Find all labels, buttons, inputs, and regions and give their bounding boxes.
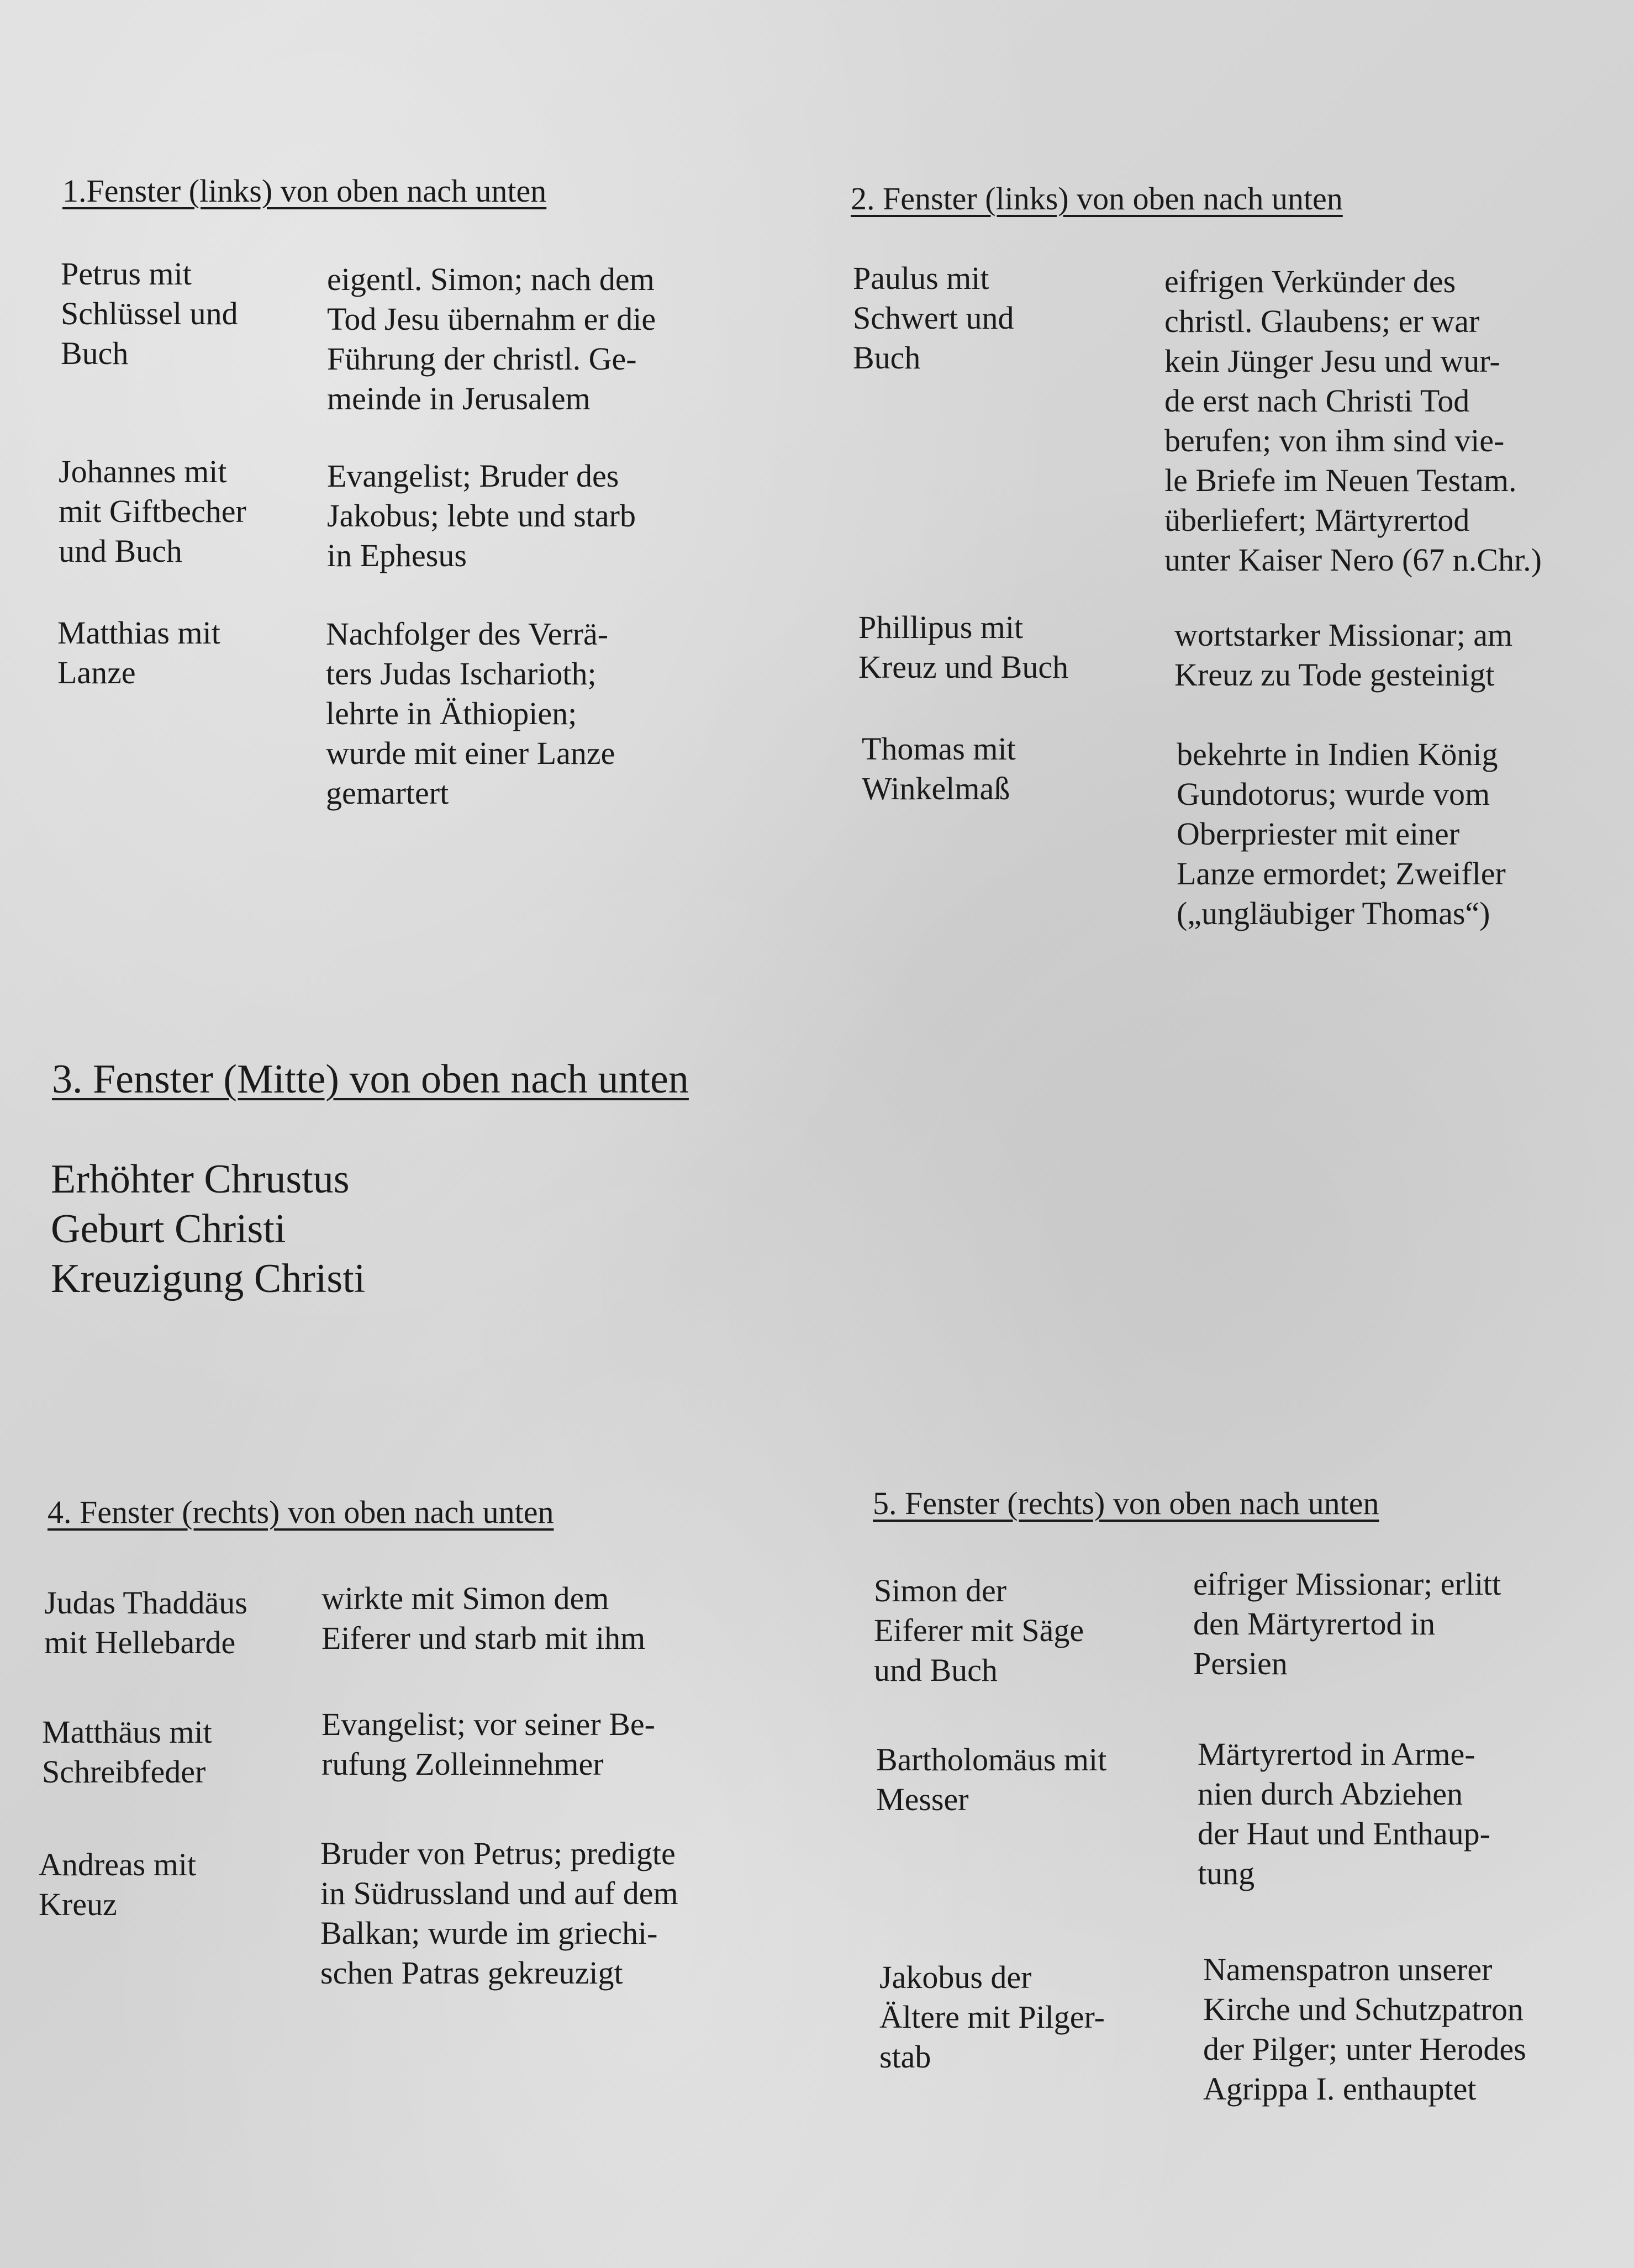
saint-name-johannes: Johannes mit mit Giftbecher und Buch <box>59 453 246 569</box>
saint-desc-johannes: Evangelist; Bruder des Jakobus; lebte und starb in Ephesus <box>327 458 636 573</box>
heading-window-4: 4. Fenster (rechts) von oben nach unten <box>48 1494 554 1530</box>
saint-desc-matthias: Nachfolger des Verrä- ters Judas Ischarioth; lehrte in Äthiopien; wurde mit einer Lanze gemartert <box>326 616 615 811</box>
saint-desc-jakobus: Namenspatron unserer Kirche und Schutzpatron der Pilger; unter Herodes Agrippa I. enthauptet <box>1203 1951 1526 2107</box>
saint-name-bartholomaeus: Bartholomäus mit Messer <box>876 1742 1107 1817</box>
saint-desc-thomas: bekehrte in Indien König Gundotorus; wurde vom Oberpriester mit einer Lanze ermordet; Zweifler („ungläubiger Thomas“) <box>1177 736 1506 931</box>
saint-desc-paulus: eifrigen Verkünder des christl. Glaubens; er war kein Jünger Jesu und wur- de erst nach Christi Tod berufen; von ihm sind vie- le Briefe im Neuen Testam. überliefert; Märtyrertod unter Kaiser Nero (67 n.Chr.) <box>1164 263 1542 578</box>
saint-name-petrus: Petrus mit Schlüssel und Buch <box>61 256 238 371</box>
saint-name-jakobus: Jakobus der Ältere mit Pilger- stab <box>879 1959 1105 2075</box>
saint-name-thomas: Thomas mit Winkelmaß <box>862 731 1016 806</box>
saint-desc-petrus: eigentl. Simon; nach dem Tod Jesu übernahm er die Führung der christl. Ge- meinde in Jerusalem <box>327 261 656 416</box>
saint-name-judas-thaddaeus: Judas Thaddäus mit Hellebarde <box>44 1585 247 1660</box>
heading-window-1: 1.Fenster (links) von oben nach unten <box>62 173 547 209</box>
saint-desc-judas-thaddaeus: wirkte mit Simon dem Eiferer und starb mit ihm <box>321 1580 646 1656</box>
saint-desc-simon: eifriger Missionar; erlitt den Märtyrertod in Persien <box>1193 1566 1501 1681</box>
saint-name-phillipus: Phillipus mit Kreuz und Buch <box>858 609 1069 685</box>
saint-desc-bartholomaeus: Märtyrertod in Arme- nien durch Abziehen der Haut und Enthaup- tung <box>1198 1736 1490 1891</box>
saint-desc-phillipus: wortstarker Missionar; am Kreuz zu Tode gesteinigt <box>1174 617 1513 693</box>
heading-window-3: 3. Fenster (Mitte) von oben nach unten <box>52 1057 689 1102</box>
saint-name-matthias: Matthias mit Lanze <box>57 615 220 690</box>
heading-window-2: 2. Fenster (links) von oben nach unten <box>851 181 1343 217</box>
middle-window-scenes: Erhöhter Chrustus Geburt Christi Kreuzigung Christi <box>51 1157 366 1301</box>
saint-desc-andreas: Bruder von Petrus; predigte in Südrussland und auf dem Balkan; wurde im griechi- schen Patras gekreuzigt <box>320 1836 678 1991</box>
saint-name-matthaeus: Matthäus mit Schreibfeder <box>42 1714 212 1790</box>
saint-name-paulus: Paulus mit Schwert und Buch <box>853 260 1014 376</box>
saint-desc-matthaeus: Evangelist; vor seiner Be- rufung Zolleinnehmer <box>321 1706 655 1782</box>
saint-name-simon: Simon der Eiferer mit Säge und Buch <box>874 1573 1084 1688</box>
heading-window-5: 5. Fenster (rechts) von oben nach unten <box>873 1485 1379 1521</box>
saint-name-andreas: Andreas mit Kreuz <box>39 1847 197 1922</box>
